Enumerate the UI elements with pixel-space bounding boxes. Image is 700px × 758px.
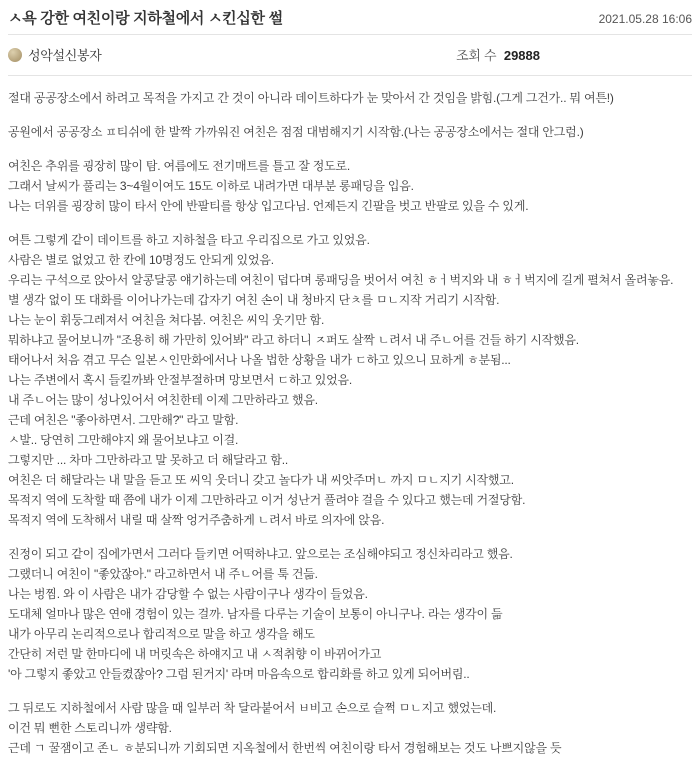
body-line: 그렇지만 ... 차마 그만하라고 말 못하고 더 해달라고 함.. xyxy=(8,453,288,467)
body-line: 그랬더니 여친이 "좋았잖아." 라고하면서 내 주ㄴ어를 툭 건듦. xyxy=(8,567,318,581)
body-line: 근데 ㄱ 꿀잼이고 존ㄴ ㅎ분되니까 기회되면 지옥철에서 한번씩 여친이랑 타서 경험해보는 것도 나쁘지않을 듯 xyxy=(8,741,562,755)
body-line: 공원에서 공공장소 ㅍ티쉬에 한 발짝 가까워진 여친은 점점 대범해지기 시작함.(나는 공공장소에서는 절대 안그럼.) xyxy=(8,125,584,139)
body-line: 나는 주변에서 혹시 들킬까봐 안절부절하며 망보면서 ㄷ하고 있었음. xyxy=(8,373,353,387)
paragraph xyxy=(8,156,692,216)
body-line: 이건 뭐 뻔한 스토리니까 생략함. xyxy=(8,721,172,735)
body-line: 여친은 추위를 굉장히 많이 탐. 여름에도 전기매트를 틀고 잘 정도로. xyxy=(8,159,351,173)
view-count-value: 29888 xyxy=(503,48,540,63)
paragraph xyxy=(8,88,692,108)
body-line: 뭐하냐고 물어보니까 "조용히 해 가만히 있어봐" 라고 하더니 ㅈ퍼도 살짝 ㄴ려서 내 주ㄴ어를 건들 하기 시작했음. xyxy=(8,333,579,347)
body-line: ㅅ발.. 당연히 그만해야지 왜 물어보냐고 이걸. xyxy=(8,433,239,447)
paragraph xyxy=(8,122,692,142)
body-line: 별 생각 없이 또 대화를 이어나가는데 갑자기 여친 손이 내 청바지 단ㅊ를 ㅁㄴ지작 거리기 시작함. xyxy=(8,293,500,307)
body-line: 목적지 역에 도착할 때 쯤에 내가 이제 그만하라고 이거 성난거 풀려야 걸을 수 있다고 했는데 거절당함. xyxy=(8,493,526,507)
body-line: 나는 벙찜. 와 이 사람은 내가 감당할 수 없는 사람이구나 생각이 들었음. xyxy=(8,587,368,601)
view-count xyxy=(456,45,540,64)
body-line: 근데 여친은 "좋아하면서. 그만해?" 라고 말함. xyxy=(8,413,239,427)
profile-avatar-icon[interactable] xyxy=(8,48,22,62)
body-line: 여친은 더 해달라는 내 말을 듣고 또 씨익 웃더니 갖고 놀다가 내 씨앗주머ㄴ 까지 ㅁㄴ지기 시작했고. xyxy=(8,473,514,487)
body-line: 내 주ㄴ어는 많이 성나있어서 여친한테 이제 그만하라고 했음. xyxy=(8,393,318,407)
body-line: 간단히 저런 말 한마디에 내 머릿속은 하얘지고 내 ㅅ적취향 이 바뀌어가고 xyxy=(8,647,382,661)
body-line: 절대 공공장소에서 하려고 목적을 가지고 간 것이 아니라 데이트하다가 눈 맞아서 간 것임을 밝힘.(그게 그건가.. 뭐 여튼!) xyxy=(8,91,614,105)
paragraph xyxy=(8,230,692,530)
body-line: 도대체 얼마나 많은 연애 경험이 있는 걸까. 남자를 다루는 기술이 보통이 아니구나. 라는 생각이 듦 xyxy=(8,607,503,621)
author-row xyxy=(8,35,692,75)
body-line: 사람은 별로 없었고 한 칸에 10명정도 안되게 있었음. xyxy=(8,253,274,267)
body-line: 그래서 날씨가 풀리는 3~4월이여도 15도 이하로 내려가면 대부분 롱패딩을 입음. xyxy=(8,179,414,193)
post-body xyxy=(8,76,692,758)
body-line: 태어나서 처음 겪고 무슨 일본ㅅ인만화에서나 나올 법한 상황을 내가 ㄷ하고 있으니 묘하게 ㅎ분됨... xyxy=(8,353,511,367)
post-date: 2021.05.28 16:06 xyxy=(598,12,692,26)
post-header xyxy=(8,0,692,34)
body-line: 목적지 역에 도착해서 내릴 때 살짝 엉거주춤하게 ㄴ려서 바로 의자에 앉음. xyxy=(8,513,385,527)
body-line: '아 그렇지 좋았고 안들켰잖아? 그럼 된거지' 라며 마음속으로 합리화를 하고 있게 되어버림.. xyxy=(8,667,470,681)
body-line: 내가 아무리 논리적으로나 합리적으로 말을 하고 생각을 해도 xyxy=(8,627,315,641)
body-line: 나는 눈이 휘둥그레져서 여친을 쳐다봄. 여친은 씨익 웃기만 함. xyxy=(8,313,325,327)
post-title: ㅅ욕 강한 여친이랑 지하철에서 ㅅ킨십한 썰 xyxy=(8,10,283,27)
body-line: 나는 더위를 굉장히 많이 타서 안에 반팔티를 항상 입고다님. 언제든지 긴팔을 벗고 반팔로 있을 수 있게. xyxy=(8,199,529,213)
body-line: 진정이 되고 같이 집에가면서 그러다 들키면 어떡하냐고. 앞으로는 조심해야되고 정신차리라고 했음. xyxy=(8,547,513,561)
paragraph xyxy=(8,698,692,758)
view-count-label: 조회 수 xyxy=(456,48,497,63)
body-line: 우리는 구석으로 앉아서 알콩달콩 얘기하는데 여친이 덥다며 롱패딩을 벗어서 여친 ㅎㅓ벅지와 내 ㅎㅓ벅지에 길게 펼쳐서 올려놓음. xyxy=(8,273,674,287)
body-line: 여튼 그렇게 같이 데이트를 하고 지하철을 타고 우리집으로 가고 있었음. xyxy=(8,233,370,247)
author-name[interactable]: 성악설신봉자 xyxy=(28,48,102,63)
paragraph xyxy=(8,544,692,684)
body-line: 그 뒤로도 지하철에서 사람 많을 때 일부러 착 달라붙어서 ㅂ비고 손으로 슬쩍 ㅁㄴ지고 했었는데. xyxy=(8,701,497,715)
